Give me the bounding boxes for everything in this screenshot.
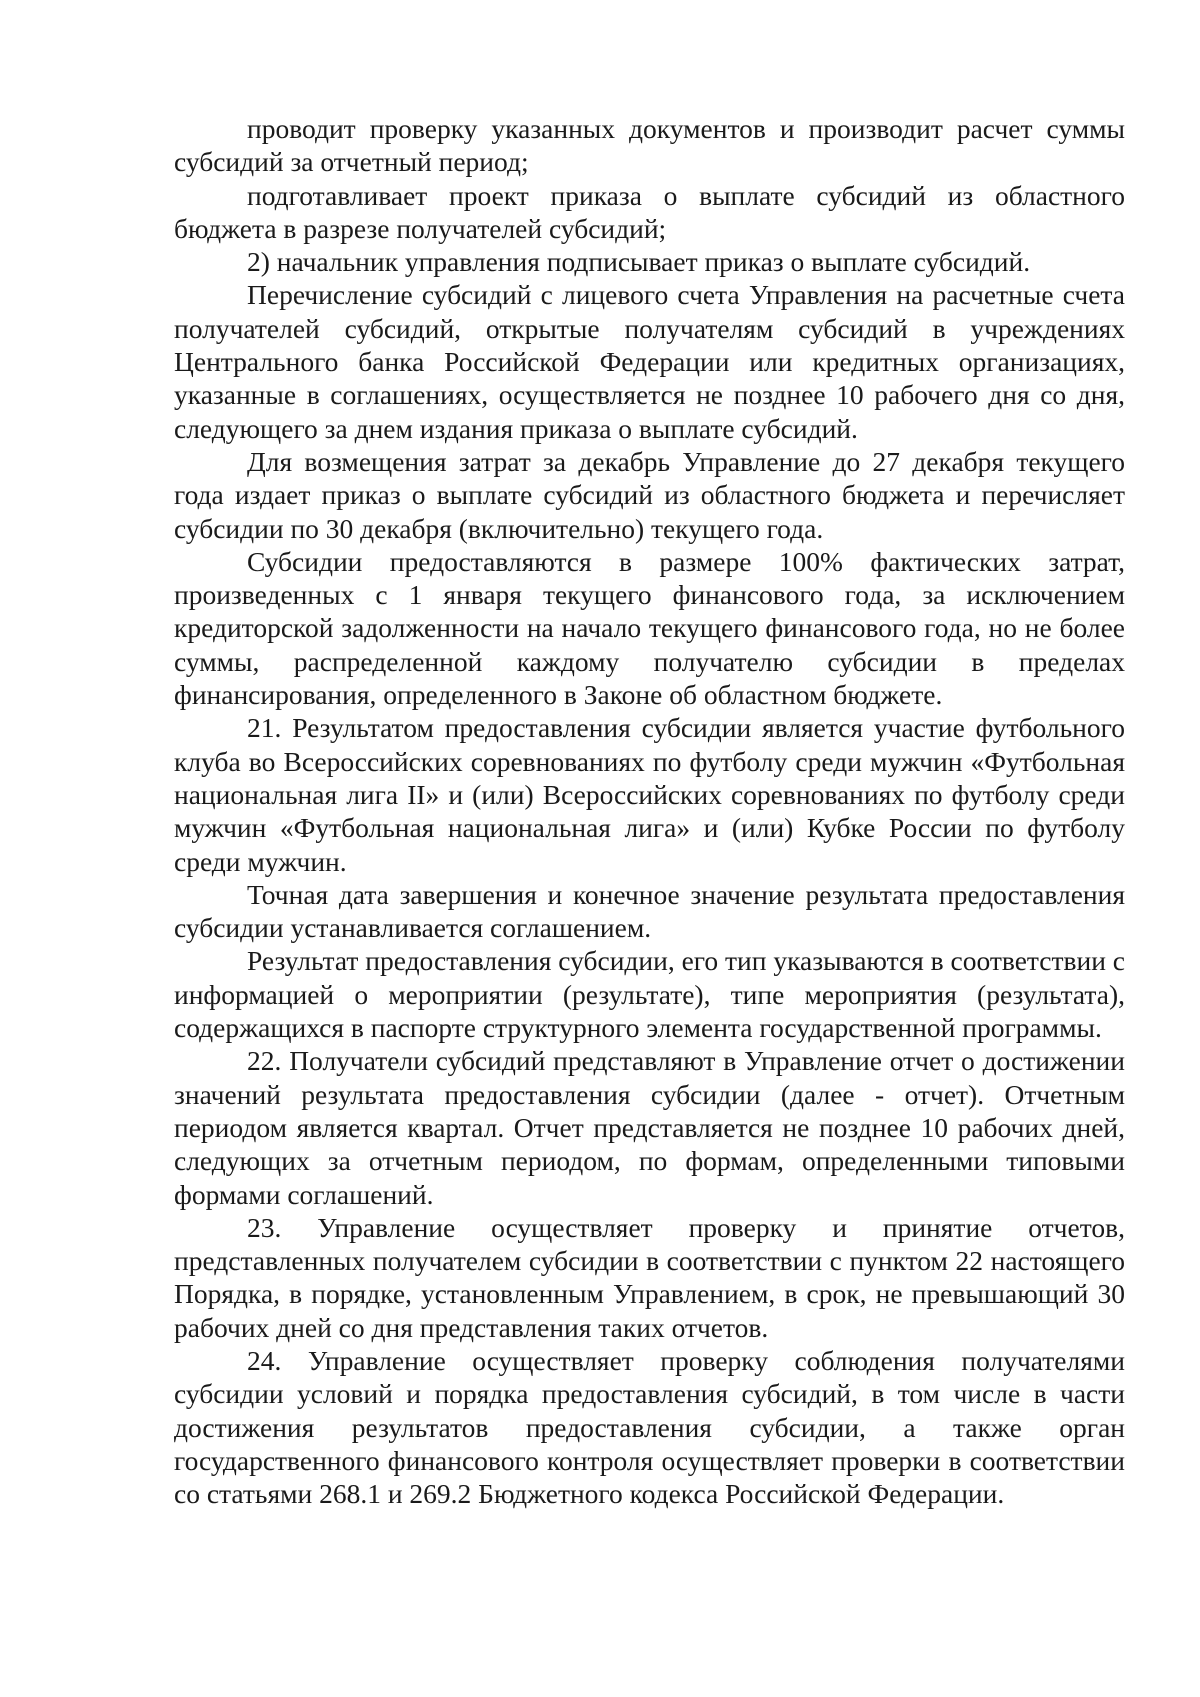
paragraph-prepare-order: подготавливает проект приказа о выплате субсидий из областного бюджета в разрезе получателей субсидий; [174, 179, 1125, 244]
paragraph-result-type: Результат предоставления субсидии, его тип указываются в соответствии с информацией о мероприятии (результате), типе мероприятия (результата), содержащихся в паспорте структурного элемента государственной программы. [174, 945, 1125, 1044]
paragraph-december-costs: Для возмещения затрат за декабрь Управление до 27 декабря текущего года издает приказ о выплате субсидий из областного бюджета и перечисляет субсидии по 30 декабря (включительно) текущего года. [174, 445, 1125, 544]
paragraph-head-signs-order: 2) начальник управления подписывает приказ о выплате субсидий. [247, 246, 1031, 278]
paragraph-item-24-control: 24. Управление осуществляет проверку соблюдения получателями субсидии условий и порядка предоставления субсидий, в том числе в части достижения результатов предоставления субсидии, а также орган государственного финансового контроля осуществляет проверки в соответствии со статьями 268.1 и 269.2 Бюджетного кодекса Российской Федерации. [174, 1344, 1125, 1510]
paragraph-transfer-subsidies: Перечисление субсидий с лицевого счета Управления на расчетные счета получателей субсидий, открытые получателям субсидий в учреждениях Центрального банка Российской Федерации или кредитных организациях, указанные в соглашениях, осуществляется не позднее 10 рабочего дня со дня, следующего за днем издания приказа о выплате субсидий. [174, 279, 1125, 444]
paragraph-item-23-review: 23. Управление осуществляет проверку и принятие отчетов, представленных получателем субсидии в соответствии с пунктом 22 настоящего Порядка, в порядке, установленным Управлением, в срок, не превышающий 30 рабочих дней со дня представления таких отчетов. [174, 1211, 1125, 1343]
paragraph-check-documents: проводит проверку указанных документов и производит расчет суммы субсидий за отчетный период; [174, 113, 1125, 178]
paragraph-subsidy-amount: Субсидии предоставляются в размере 100% фактических затрат, произведенных с 1 января текущего финансового года, за исключением кредиторской задолженности на начало текущего финансового года, но не более суммы, распределенной каждому получателю субсидии в пределах финансирования, определенного в Законе об областном бюджете. [174, 545, 1125, 711]
paragraph-completion-date: Точная дата завершения и конечное значение результата предоставления субсидии устанавливается соглашением. [174, 878, 1125, 944]
paragraph-item-21-result: 21. Результатом предоставления субсидии является участие футбольного клуба во Всероссийских соревнованиях по футболу среди мужчин «Футбольная национальная лига II» и (или) Всероссийских соревнованиях по футболу среди мужчин «Футбольная национальная лига» и (или) Кубке России по футболу среди мужчин. [174, 712, 1125, 877]
document-page [174, 112, 1125, 1510]
paragraph-item-22-report: 22. Получатели субсидий представляют в Управление отчет о достижении значений результата предоставления субсидии (далее - отчет). Отчетным периодом является квартал. Отчет представляется не позднее 10 рабочих дней, следующих за отчетным периодом, по формам, определенными типовыми формами соглашений. [174, 1045, 1125, 1210]
